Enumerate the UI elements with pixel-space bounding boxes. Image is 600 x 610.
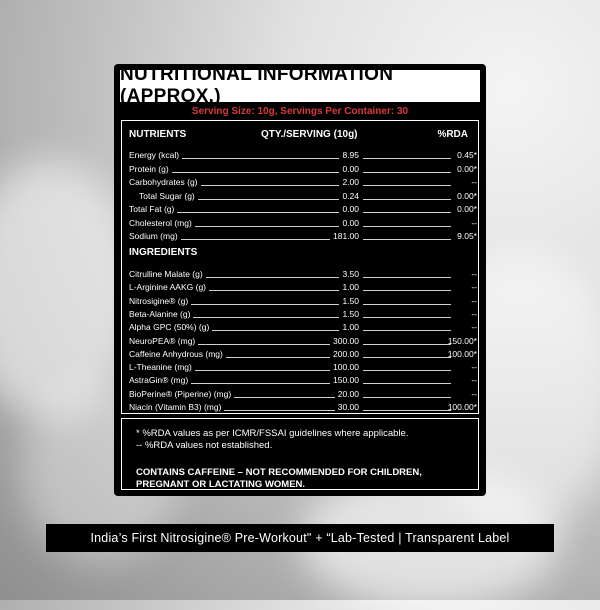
ingredient-row — [129, 322, 477, 332]
row-qty: 1.50 — [342, 295, 359, 306]
row-rda: -- — [471, 375, 477, 386]
row-qty: 1.00 — [342, 282, 359, 293]
row-name: BioPerine® (Piperine) (mg) — [129, 388, 232, 399]
row-qty: 30.00 — [337, 402, 359, 412]
row-leader-line — [363, 290, 451, 291]
nutrition-panel — [114, 64, 486, 496]
nutrient-row — [129, 204, 477, 214]
ingredient-row — [129, 389, 477, 399]
row-name: Energy (kcal) — [129, 150, 180, 160]
row-name: Total Sugar (g) — [139, 190, 195, 201]
qty-header: QTY./SERVING (10g) — [261, 129, 358, 140]
row-name: L-Theanine (mg) — [129, 362, 192, 373]
row-qty: 0.24 — [342, 190, 359, 201]
row-leader-line — [363, 185, 451, 186]
row-name: Protein (g) — [129, 163, 169, 174]
ingredients-header: INGREDIENTS — [129, 247, 198, 258]
row-qty: 150.00 — [333, 375, 359, 386]
ingredient-row — [129, 269, 477, 279]
row-leader-line — [363, 370, 451, 371]
row-name: Cholesterol (mg) — [129, 217, 192, 228]
row-rda: -- — [471, 177, 477, 187]
row-leader-line — [363, 397, 451, 398]
row-rda: 0.00* — [457, 204, 477, 214]
nutrients-header: NUTRIENTS — [129, 129, 187, 140]
row-qty: 300.00 — [333, 335, 359, 346]
nutrient-row — [129, 150, 477, 160]
row-leader-line — [363, 357, 451, 358]
row-rda: -- — [471, 269, 477, 279]
ingredient-row — [129, 336, 477, 346]
row-qty: 0.00 — [342, 204, 359, 214]
row-leader-line — [224, 410, 335, 411]
nutrient-row — [129, 177, 477, 187]
row-leader-line — [363, 304, 451, 305]
row-rda: 0.00* — [457, 163, 477, 174]
row-name: Alpha GPC (50%) (g) — [129, 322, 210, 333]
row-leader-line — [181, 239, 330, 240]
row-leader-line — [195, 370, 330, 371]
row-leader-line — [172, 172, 339, 173]
row-qty: 0.00 — [342, 217, 359, 228]
row-leader-line — [193, 317, 339, 318]
row-name: AstraGin® (mg) — [129, 375, 189, 386]
ingredient-row — [129, 282, 477, 292]
ingredient-row — [129, 296, 477, 306]
row-leader-line — [363, 212, 451, 213]
row-qty: 2.00 — [342, 177, 359, 187]
row-leader-line — [363, 158, 451, 159]
ingredient-row — [129, 309, 477, 319]
row-rda: -- — [471, 308, 477, 319]
row-rda: -- — [471, 295, 477, 306]
row-rda: -- — [471, 217, 477, 228]
row-leader-line — [212, 330, 339, 331]
row-leader-line — [363, 330, 451, 331]
note-rda: * %RDA values as per ICMR/FSSAI guidelines where applicable. — [136, 428, 409, 439]
row-leader-line — [226, 357, 330, 358]
ingredient-row — [129, 362, 477, 372]
rda-header: %RDA — [437, 129, 468, 140]
notes-box — [121, 418, 479, 490]
row-leader-line — [363, 226, 451, 227]
nutrient-row — [129, 191, 477, 201]
row-qty: 1.50 — [342, 308, 359, 319]
row-qty: 8.95 — [342, 150, 359, 160]
row-leader-line — [206, 277, 339, 278]
row-qty: 1.00 — [342, 322, 359, 333]
serving-info: Serving Size: 10g, Servings Per Container: 30 — [191, 106, 409, 117]
row-qty: 0.00 — [342, 163, 359, 174]
row-rda: 150.00* — [447, 335, 477, 346]
row-rda: -- — [471, 282, 477, 293]
row-rda: -- — [471, 388, 477, 399]
row-name: Niacin (Vitamin B3) (mg) — [129, 402, 222, 412]
row-leader-line — [195, 226, 339, 227]
row-qty: 181.00 — [333, 231, 359, 241]
row-rda: 0.45* — [457, 150, 477, 160]
row-leader-line — [363, 410, 451, 411]
row-leader-line — [177, 212, 339, 213]
nutrition-table — [121, 120, 479, 414]
ingredient-row — [129, 375, 477, 385]
row-leader-line — [191, 304, 339, 305]
row-name: Carbohydrates (g) — [129, 177, 198, 187]
row-name: Sodium (mg) — [129, 231, 178, 241]
row-rda: 9.05* — [457, 231, 477, 241]
row-name: Nitrosigine® (g) — [129, 295, 189, 306]
nutrient-row — [129, 164, 477, 174]
row-leader-line — [363, 199, 451, 200]
nutrient-row — [129, 231, 477, 241]
row-leader-line — [198, 199, 339, 200]
row-leader-line — [182, 158, 339, 159]
row-qty: 200.00 — [333, 348, 359, 359]
row-rda: 100.00* — [447, 348, 477, 359]
row-name: NeuroPEA® (mg) — [129, 335, 196, 346]
row-rda: -- — [471, 362, 477, 373]
caffeine-warning: CONTAINS CAFFEINE – NOT RECOMMENDED FOR CHILDREN, PREGNANT OR LACTATING WOMEN. — [136, 467, 422, 490]
row-rda: 0.00* — [457, 190, 477, 201]
note-not-established: -- %RDA values not established. — [136, 440, 273, 451]
panel-title: NUTRITIONAL INFORMATION (APPROX.) — [120, 70, 480, 102]
row-leader-line — [191, 383, 330, 384]
row-leader-line — [363, 172, 451, 173]
tagline-banner: India’s First Nitrosigine® Pre-Workout" + “Lab-Tested | Transparent Label — [46, 524, 554, 552]
row-leader-line — [363, 239, 451, 240]
row-leader-line — [363, 383, 451, 384]
row-rda: -- — [471, 322, 477, 333]
nutrient-row — [129, 218, 477, 228]
row-leader-line — [234, 397, 335, 398]
row-qty: 100.00 — [333, 362, 359, 373]
ingredient-row — [129, 349, 477, 359]
row-name: Caffeine Anhydrous (mg) — [129, 348, 223, 359]
row-leader-line — [363, 344, 451, 345]
row-name: Total Fat (g) — [129, 204, 175, 214]
row-name: Citrulline Malate (g) — [129, 269, 203, 279]
row-leader-line — [201, 185, 339, 186]
row-qty: 20.00 — [337, 388, 359, 399]
row-rda: 100.00* — [447, 402, 477, 412]
row-name: Beta-Alanine (g) — [129, 308, 191, 319]
row-leader-line — [209, 290, 339, 291]
row-leader-line — [198, 344, 330, 345]
ingredient-row — [129, 402, 477, 412]
row-name: L-Arginine AAKG (g) — [129, 282, 207, 293]
row-leader-line — [363, 317, 451, 318]
row-leader-line — [363, 277, 451, 278]
row-qty: 3.50 — [342, 269, 359, 279]
